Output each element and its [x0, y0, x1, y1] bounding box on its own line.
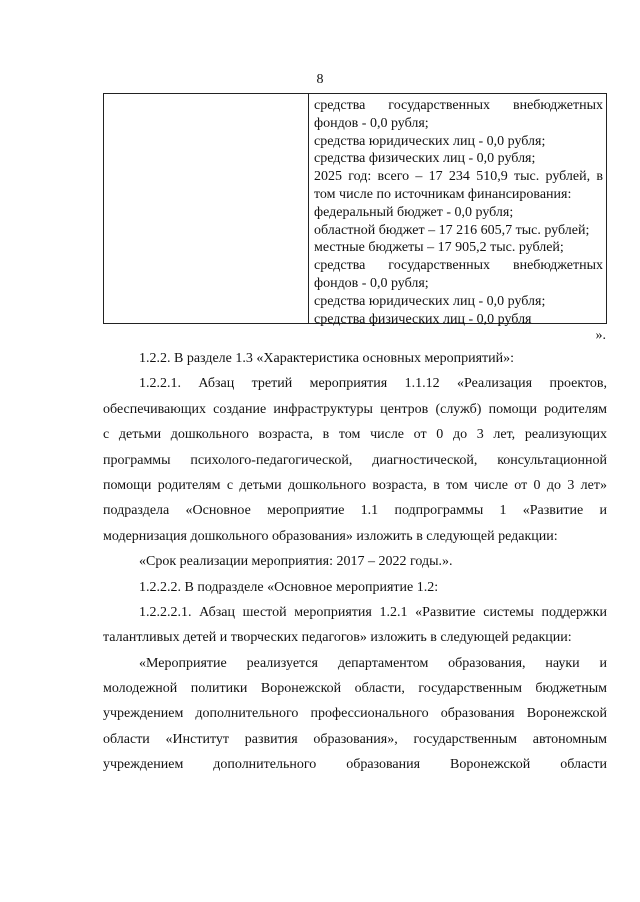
- paragraph-line: 1.2.2.2. В подразделе «Основное мероприятие 1.2:: [139, 579, 439, 595]
- paragraph-line: с детьми дошкольного возраста, в том числе от 0 до 3 лет, реализующих: [103, 427, 607, 443]
- paragraph-line: программы психолого-педагогической, диагностической, консультационной: [103, 452, 607, 468]
- table-line: средства физических лиц - 0,0 рубля;: [314, 151, 536, 167]
- table-line: фондов - 0,0 рубля;: [314, 275, 429, 291]
- table-line: средства юридических лиц - 0,0 рубля;: [314, 293, 546, 309]
- paragraph-line: «Мероприятие реализуется департаментом образования, науки и: [139, 655, 607, 671]
- paragraph-line: «Срок реализации мероприятия: 2017 – 2022 годы.».: [139, 554, 453, 570]
- paragraph-line: талантливых детей и творческих педагогов» изложить в следующей редакции:: [103, 630, 572, 646]
- table-line: средства юридических лиц - 0,0 рубля;: [314, 133, 546, 149]
- table-line: областной бюджет – 17 216 605,7 тыс. рублей;: [314, 222, 590, 238]
- page-number: 8: [316, 72, 324, 87]
- paragraph-line: подраздела «Основное мероприятие 1.1 подпрограммы 1 «Развитие и: [103, 503, 607, 519]
- paragraph-line: обеспечивающих создание инфраструктуры центров (служб) помощи родителям: [103, 401, 607, 417]
- paragraph-line: учреждением дополнительного образования Воронежской области: [103, 757, 607, 773]
- funding-table: [103, 93, 607, 327]
- table-line: средства физических лиц - 0,0 рубля: [314, 311, 532, 327]
- table-line: средства государственных внебюджетных: [314, 258, 603, 274]
- paragraph-line: области «Институт развития образования», государственным автономным: [103, 731, 607, 747]
- paragraph-line: учреждением дополнительного профессионального образования Воронежской: [103, 706, 607, 722]
- table-line: том числе по источникам финансирования:: [314, 186, 572, 202]
- paragraph-line: помощи родителям с детьми дошкольного возраста, в том числе от 0 до 3 лет»: [103, 477, 607, 493]
- paragraph-line: 1.2.2.2.1. Абзац шестой мероприятия 1.2.1 «Развитие системы поддержки: [139, 604, 607, 620]
- paragraph-line: молодежной политики Воронежской области, государственным бюджетным: [103, 681, 607, 697]
- document-body: [103, 346, 607, 778]
- table-cell-funding: [309, 94, 606, 327]
- paragraph-line: модернизация дошкольного образования» изложить в следующей редакции:: [103, 528, 558, 544]
- table-line: местные бюджеты – 17 905,2 тыс. рублей;: [314, 240, 564, 256]
- table-line: фондов - 0,0 рубля;: [314, 115, 429, 131]
- paragraph-line: 1.2.2. В разделе 1.3 «Характеристика основных мероприятий»:: [139, 351, 515, 366]
- closing-quote: ».: [595, 328, 606, 343]
- table-line: средства государственных внебюджетных: [314, 98, 603, 113]
- table-cell-empty: [104, 94, 309, 323]
- table-line: 2025 год: всего – 17 234 510,9 тыс. рублей, в: [314, 169, 603, 185]
- table-line: федеральный бюджет - 0,0 рубля;: [314, 204, 514, 220]
- paragraph-line: 1.2.2.1. Абзац третий мероприятия 1.1.12 «Реализация проектов,: [139, 376, 607, 392]
